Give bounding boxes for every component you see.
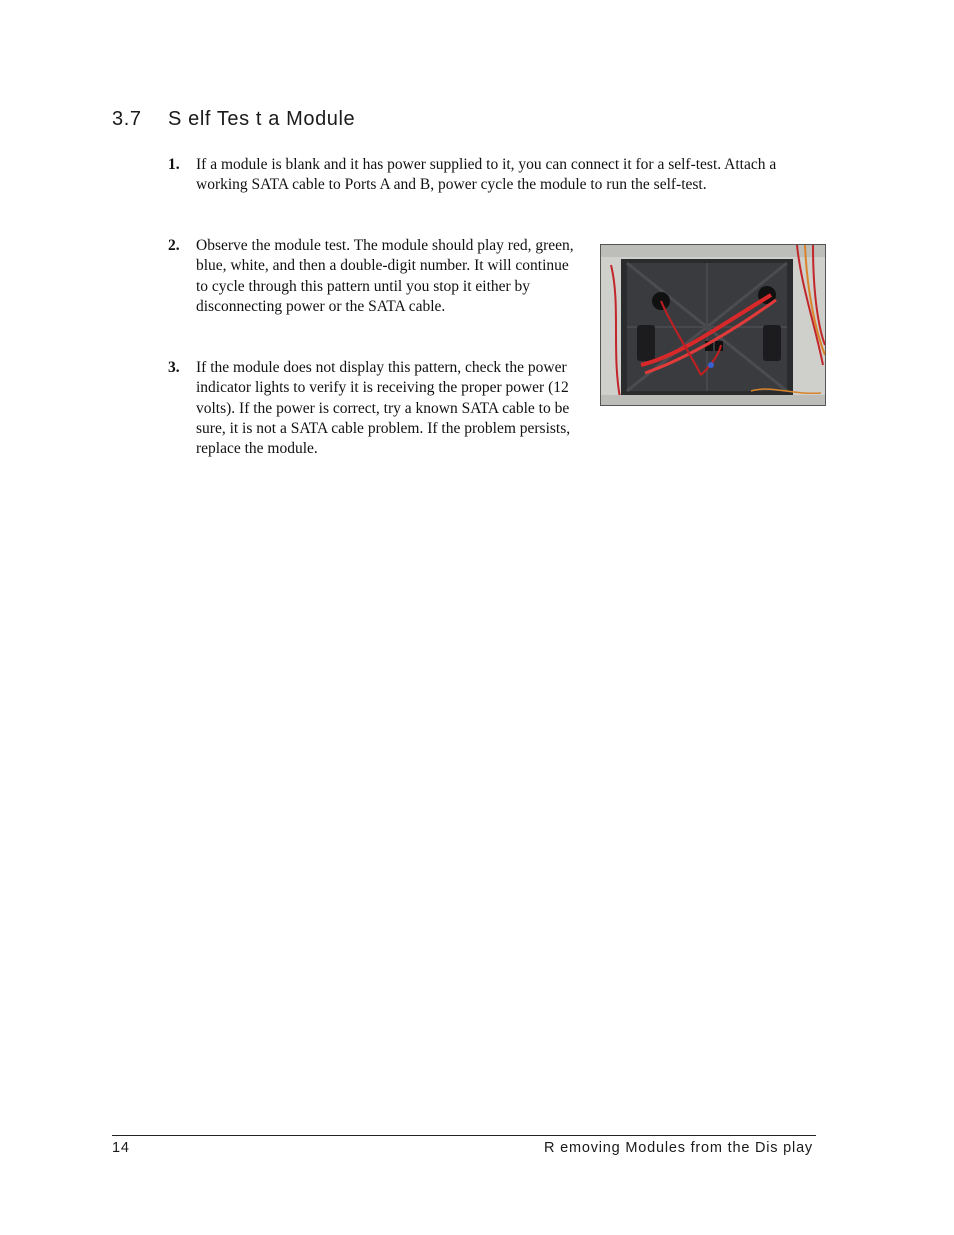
module-photo — [600, 244, 826, 406]
page-number: 14 — [112, 1140, 130, 1156]
step-number: 3. — [168, 359, 180, 376]
section-title: S elf Tes t a Module — [168, 108, 356, 130]
step-number: 2. — [168, 237, 180, 254]
step-text: If the module does not display this pattern, check the power indicator lights to verify it is receiving the proper power (12 volts). If the power is correct, try a known SATA cable to be sure, it is not a SATA cable problem. If the problem persists, replace the module. — [196, 359, 571, 458]
step-text: If a module is blank and it has power supplied to it, you can connect it for a self-test. Attach a working SATA cable to Ports A and B, power cycle the module to run the self-test. — [196, 156, 777, 194]
step-number: 1. — [168, 156, 180, 173]
chapter-title: R emoving Modules from the Dis play — [544, 1140, 813, 1156]
footer-divider — [112, 1135, 816, 1136]
section-number: 3.7 — [112, 108, 142, 130]
step-text: Observe the module test. The module should play red, green, blue, white, and then a double-digit number. It will continue to cycle through this pattern until you stop it either by disconnecting power or the SATA cable. — [196, 237, 574, 315]
section-heading — [112, 108, 355, 131]
